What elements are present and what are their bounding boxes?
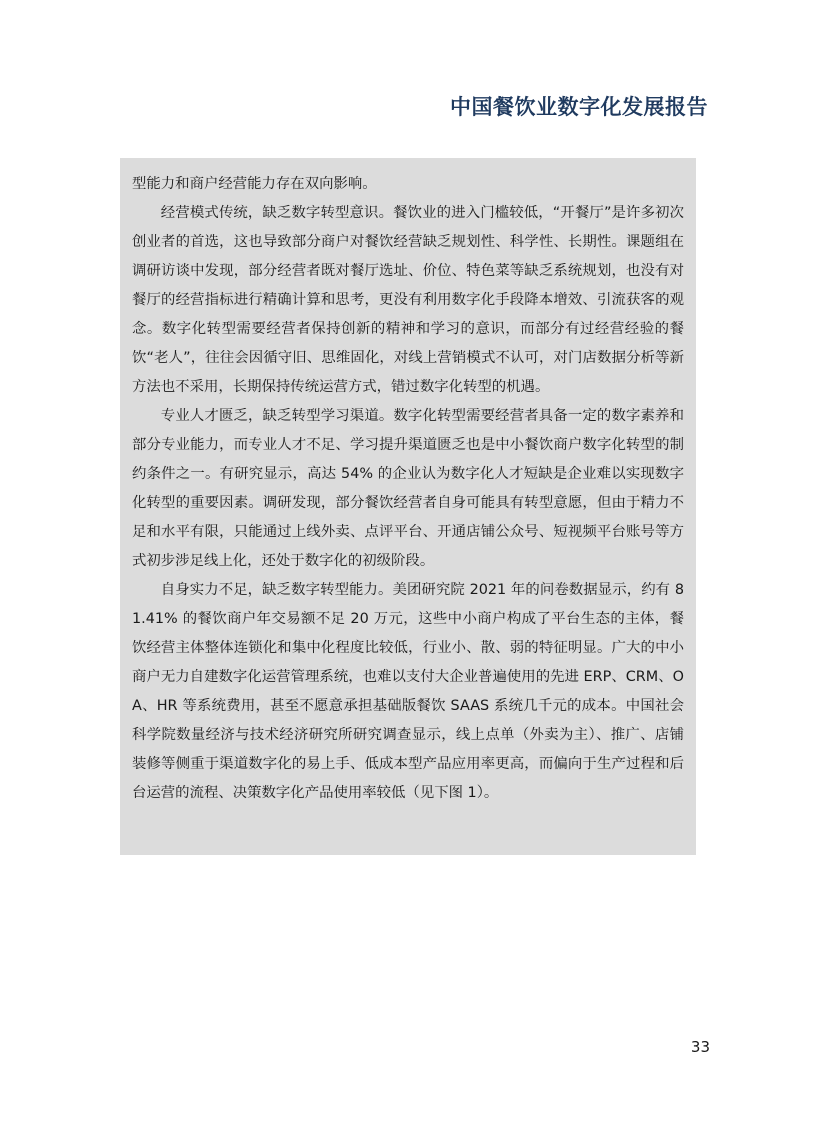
- body-text-box: [120, 158, 696, 855]
- paragraph-insufficient-strength: 自身实力不足，缺乏数字转型能力。美团研究院 2021 年的问卷数据显示，约有 81.41% 的餐饮商户年交易额不足 20 万元，这些中小商户构成了平台生态的主体，餐饮经营主体整体连锁化和集中化程度比较低，行业小、散、弱的特征明显。广大的中小商户无力自建数字化运营管理系统，也难以支付大企业普遍使用的先进 ERP、CRM、OA、HR 等系统费用，甚至不愿意承担基础版餐饮 SAAS 系统几千元的成本。中国社会科学院数量经济与技术经济研究所研究调查显示，线上点单（外卖为主）、推广、店铺装修等侧重于渠道数字化的易上手、低成本型产品应用率更高，而偏向于生产过程和后台运营的流程、决策数字化产品使用率较低（见下图 1）。: [132, 582, 684, 801]
- paragraph-talent-shortage: 专业人才匮乏，缺乏转型学习渠道。数字化转型需要经营者具备一定的数字素养和部分专业能力，而专业人才不足、学习提升渠道匮乏也是中小餐饮商户数字化转型的制约条件之一。有研究显示，高达 54% 的企业认为数字化人才短缺是企业难以实现数字化转型的重要因素。调研发现，部分餐饮经营者自身可能具有转型意愿，但由于精力不足和水平有限，只能通过上线外卖、点评平台、开通店铺公众号、短视频平台账号等方式初步涉足线上化，还处于数字化的初级阶段。: [132, 408, 684, 569]
- paragraph-continuation: 型能力和商户经营能力存在双向影响。: [132, 176, 377, 192]
- page-number: 33: [690, 1038, 710, 1056]
- report-title: 中国餐饮业数字化发展报告: [450, 95, 708, 119]
- paragraph-business-model: 经营模式传统，缺乏数字转型意识。餐饮业的进入门槛较低，“开餐厅”是许多初次创业者的首选，这也导致部分商户对餐饮经营缺乏规划性、科学性、长期性。课题组在调研访谈中发现，部分经营者既对餐厅选址、价位、特色菜等缺乏系统规划，也没有对餐厅的经营指标进行精确计算和思考，更没有利用数字化手段降本增效、引流获客的观念。数字化转型需要经营者保持创新的精神和学习的意识，而部分有过经营经验的餐饮“老人”，往往会因循守旧、思维固化，对线上营销模式不认可，对门店数据分析等新方法也不采用，长期保持传统运营方式，错过数字化转型的机遇。: [132, 205, 684, 395]
